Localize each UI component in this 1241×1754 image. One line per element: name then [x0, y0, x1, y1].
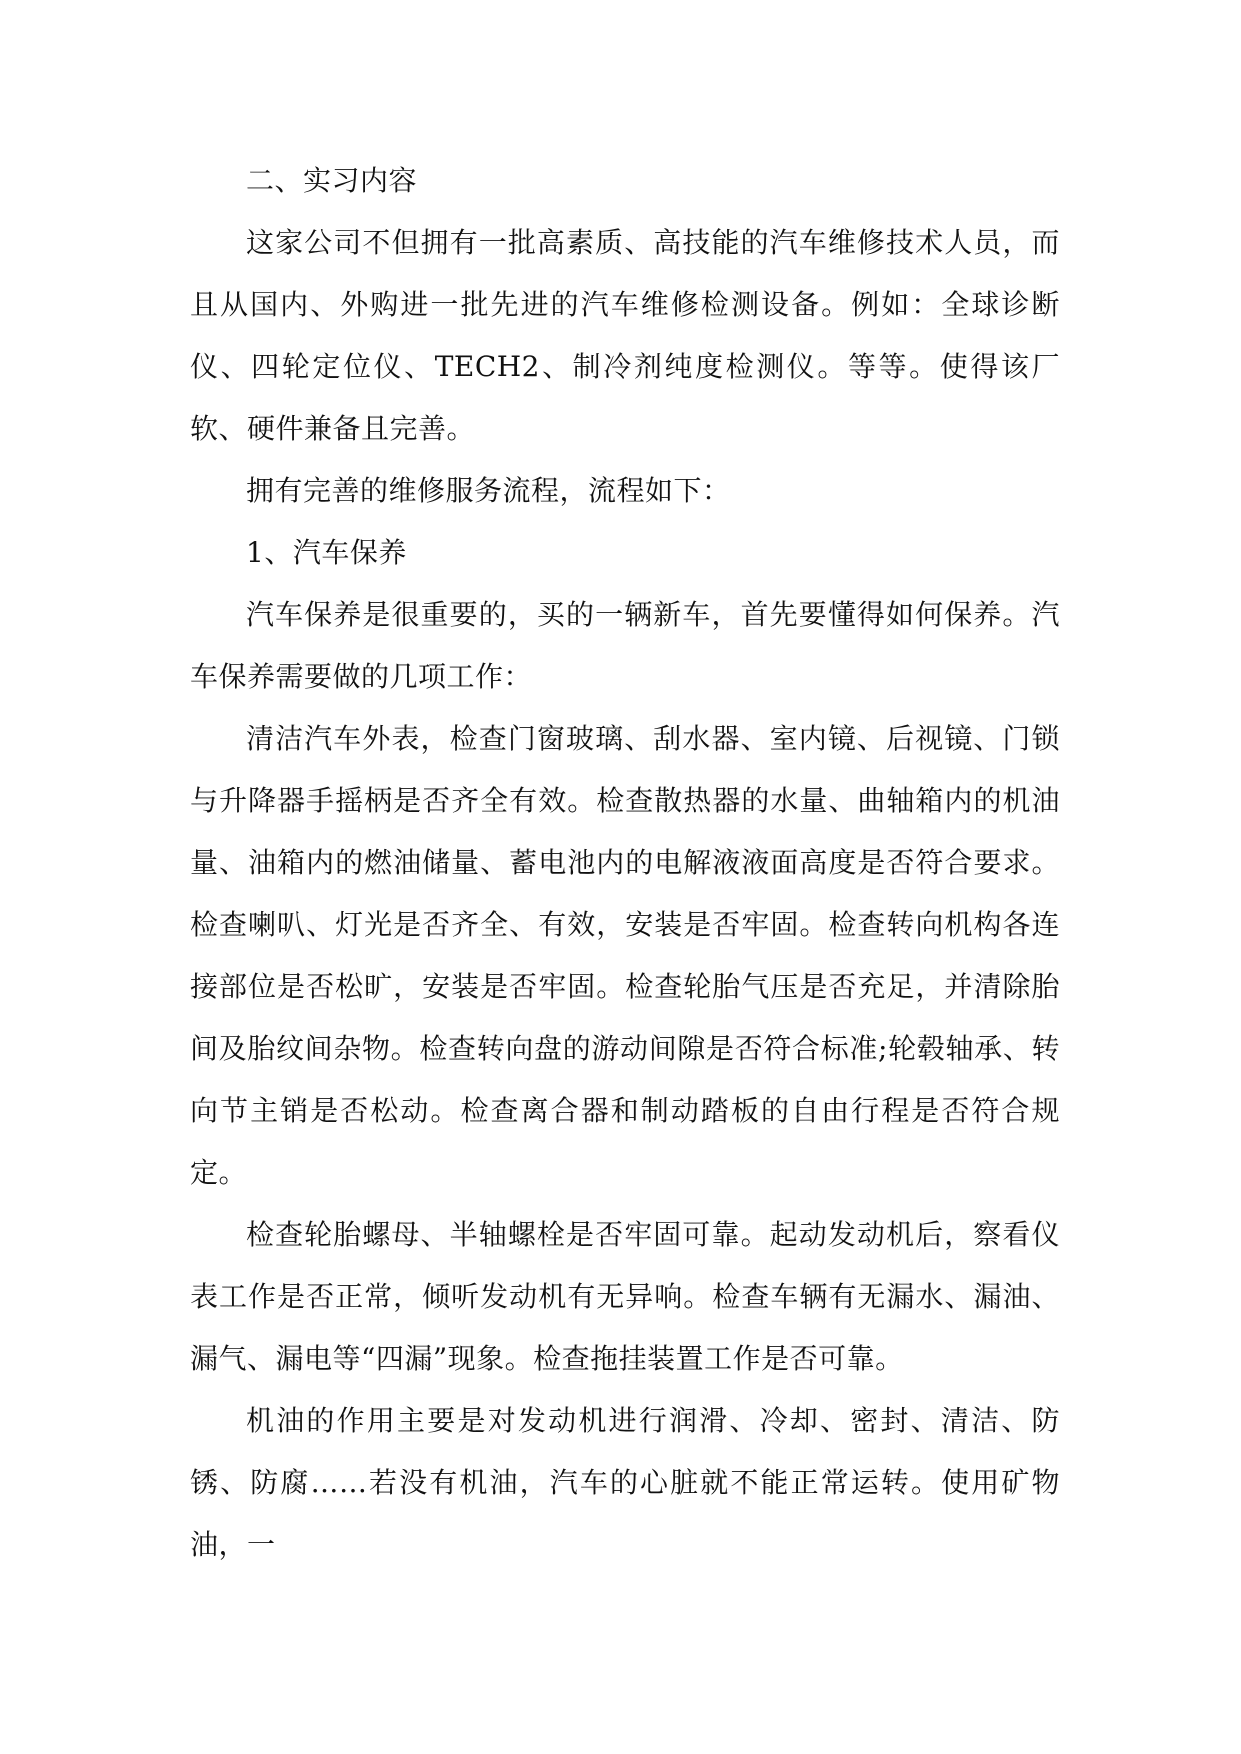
- subsection-heading: 1、汽车保养: [246, 536, 407, 569]
- paragraph-maintenance-intro: 汽车保养是很重要的，买的一辆新车，首先要懂得如何保养。汽车保养需要做的几项工作：: [190, 598, 1060, 693]
- document-body: [190, 150, 1060, 1576]
- section-heading: 二、实习内容: [246, 164, 418, 197]
- paragraph-engine-oil: 机油的作用主要是对发动机进行润滑、冷却、密封、清洁、防锈、防腐……若没有机油，汽车的心脏就不能正常运转。使用矿物油，一: [190, 1404, 1060, 1561]
- paragraph-engine-checks: 检查轮胎螺母、半轴螺栓是否牢固可靠。起动发动机后，察看仪表工作是否正常，倾听发动机有无异响。检查车辆有无漏水、漏油、漏气、漏电等“四漏”现象。检查拖挂装置工作是否可靠。: [190, 1218, 1060, 1375]
- paragraph-service-process: 拥有完善的维修服务流程，流程如下：: [246, 474, 731, 507]
- paragraph-company-equipment: 这家公司不但拥有一批高素质、高技能的汽车维修技术人员，而且从国内、外购进一批先进的汽车维修检测设备。例如：全球诊断仪、四轮定位仪、TECH2、制冷剂纯度检测仪。等等。使得该厂软、硬件兼备且完善。: [190, 226, 1060, 445]
- paragraph-inspection-items: 清洁汽车外表，检查门窗玻璃、刮水器、室内镜、后视镜、门锁与升降器手摇柄是否齐全有效。检查散热器的水量、曲轴箱内的机油量、油箱内的燃油储量、蓄电池内的电解液液面高度是否符合要求。检查喇叭、灯光是否齐全、有效，安装是否牢固。检查转向机构各连接部位是否松旷，安装是否牢固。检查轮胎气压是否充足，并清除胎间及胎纹间杂物。检查转向盘的游动间隙是否符合标准;轮毂轴承、转向节主销是否松动。检查离合器和制动踏板的自由行程是否符合规定。: [190, 722, 1060, 1189]
